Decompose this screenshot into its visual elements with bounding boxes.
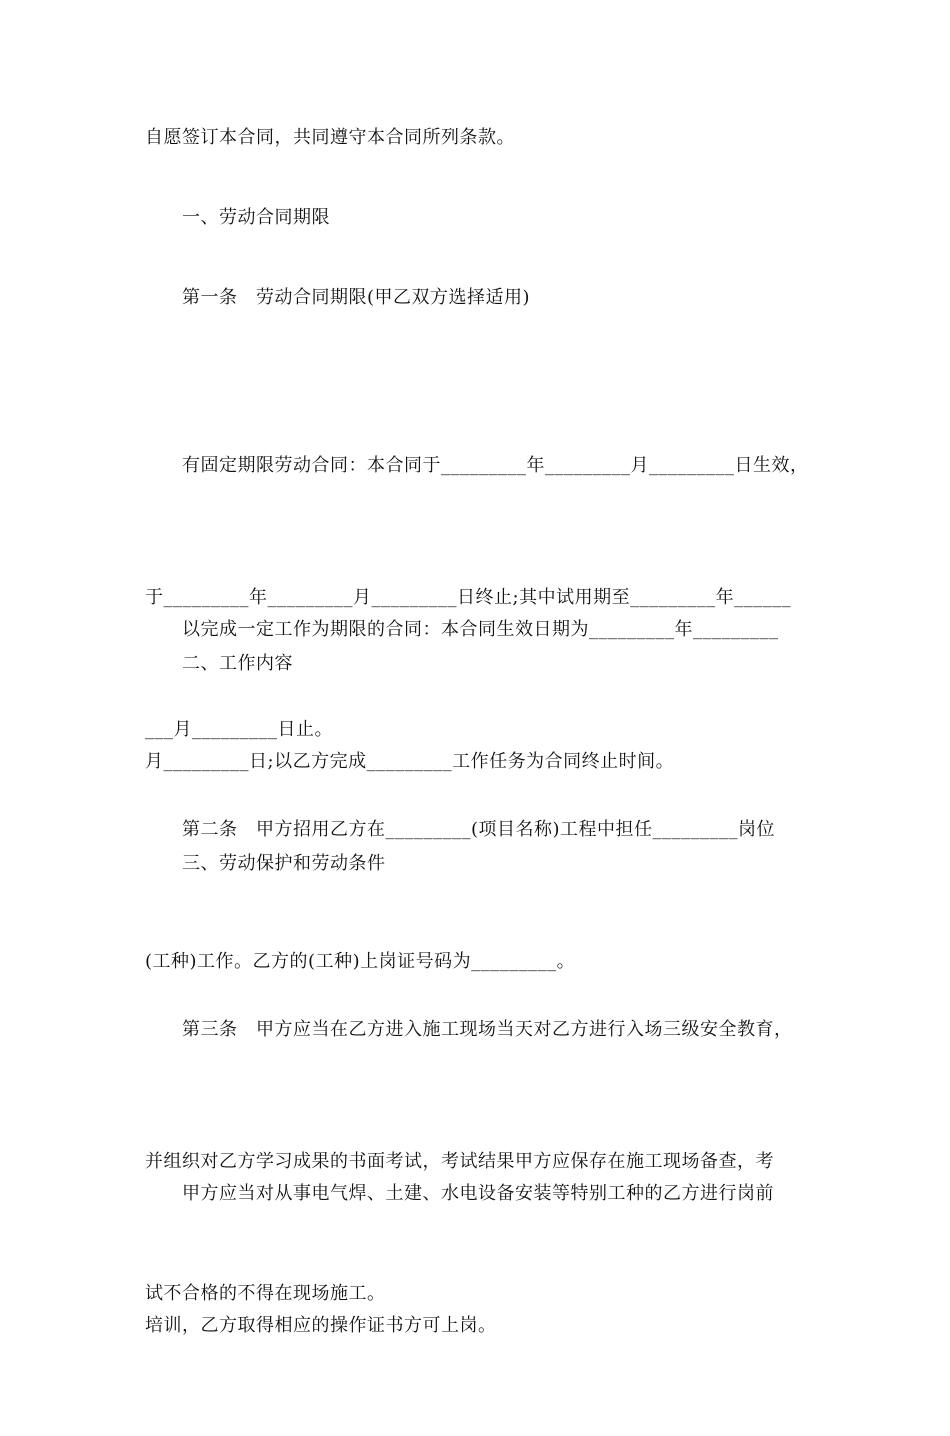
section-heading-2: 二、工作内容 — [145, 653, 293, 674]
fixed-term-line-3: ___月_________日止。 — [145, 719, 333, 740]
article-2-line-1: 第二条 甲方招用乙方在_________(项目名称)工程中担任_________岗位 — [145, 819, 776, 840]
task-term-line-2: 月_________日;以乙方完成_________工作任务为合同终止时间。 — [145, 751, 675, 772]
training-paragraph — [145, 1084, 805, 1436]
training-line-2: 培训，乙方取得相应的操作证书方可上岗。 — [145, 1315, 497, 1336]
article-3-line-3: 试不合格的不得在现场施工。 — [145, 1283, 386, 1304]
article-2-line-2: (工种)工作。乙方的(工种)上岗证号码为_________。 — [145, 951, 576, 972]
fixed-term-line-1: 有固定期限劳动合同：本合同于_________年_________月_________日生效， — [145, 455, 809, 476]
section-heading-3: 三、劳动保护和劳动条件 — [145, 853, 386, 874]
article-3-line-2: 并组织对乙方学习成果的书面考试，考试结果甲方应保存在施工现场备查，考 — [145, 1151, 774, 1172]
fixed-term-line-2: 于_________年_________月_________日终止;其中试用期至_________年______ — [145, 587, 792, 608]
section-heading-1: 一、劳动合同期限 — [145, 207, 330, 228]
intro-line: 自愿签订本合同，共同遵守本合同所列条款。 — [145, 127, 515, 148]
article-3-line-1: 第三条 甲方应当在乙方进入施工现场当天对乙方进行入场三级安全教育， — [145, 1019, 793, 1040]
training-line-1: 甲方应当对从事电气焊、土建、水电设备安装等特别工种的乙方进行岗前 — [145, 1183, 774, 1204]
article-1-title: 第一条 劳动合同期限(甲乙双方选择适用) — [145, 287, 531, 308]
task-term-line-1: 以完成一定工作为期限的合同：本合同生效日期为_________年_________ — [145, 619, 779, 640]
